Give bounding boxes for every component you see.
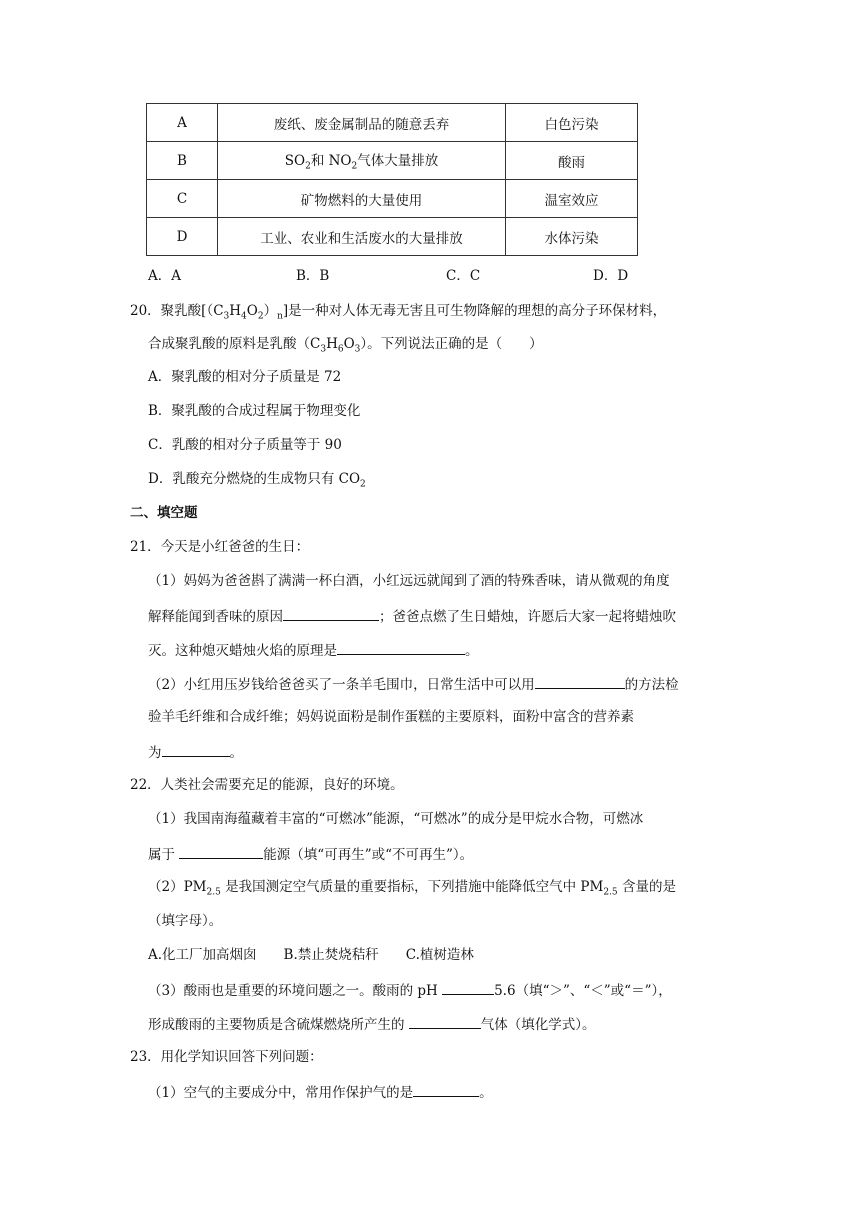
- row-cause: 废纸、废金属制品的随意丢弃: [218, 104, 506, 142]
- answer-blank[interactable]: [535, 673, 625, 689]
- q22-part1-line1: （1）我国南海蕴藏着丰富的“可燃冰”能源，“可燃冰”的成分是甲烷水合物，可燃冰: [148, 811, 644, 827]
- q22-part3-line1: （3）酸雨也是重要的环境问题之一。酸雨的 pH 5.6（填“＞”、“＜”或“＝”），: [148, 979, 672, 1001]
- q22-part3-line2: 形成酸雨的主要物质是含硫煤燃烧所产生的 气体（填化学式）。: [148, 1013, 596, 1035]
- table-row: [147, 142, 638, 180]
- q20-stem-line1: 20．聚乳酸$[(C_3H_4O_2)_n]$是一种对人体无毒无害且可生物降解的理想的高分子环保材料，: [130, 303, 667, 322]
- table-row: [147, 180, 638, 218]
- q21-stem: 21．今天是小红爸爸的生日：: [130, 539, 310, 555]
- row-cause: 矿物燃料的大量使用: [218, 180, 506, 218]
- row-letter: B: [147, 142, 218, 180]
- section-heading: 二、填空题: [130, 505, 198, 521]
- q23-stem: 23．用化学知识回答下列问题：: [130, 1049, 323, 1065]
- q23-part1: （1）空气的主要成分中，常用作保护气的是 。: [148, 1081, 493, 1103]
- row-result: 温室效应: [506, 180, 638, 218]
- row-letter: D: [147, 218, 218, 256]
- answer-blank[interactable]: [442, 979, 494, 995]
- answer-blank[interactable]: [409, 1013, 481, 1029]
- q21-part2-line3: 为 。: [148, 741, 243, 763]
- q22-part2-line2: （填字母）。: [148, 913, 223, 929]
- q22-choices: A.化工厂加高烟囱 B.禁止焚烧秸秆 C.植树造林: [148, 947, 474, 963]
- q20-option-c: C．乳酸的相对分子质量等于 90: [148, 437, 342, 453]
- q22-part2-line1: $(2)PM_{2.5}$ 是我国测定空气质量的重要指标，下列措施中能降低空气中 $PM_{2.5}$ 含量的是: [148, 879, 676, 898]
- q20-option-d: D．乳酸充分燃烧的生成物只有 $CO_2$: [148, 471, 366, 490]
- q19-choice-c: C．C: [446, 268, 481, 284]
- table-row: [147, 218, 638, 256]
- row-cause: 工业、农业和生活废水的大量排放: [218, 218, 506, 256]
- q20-stem-line2: 合成聚乳酸的原料是乳酸$(C_3H_6O_3)$。下列说法正确的是（ ）: [148, 336, 543, 355]
- q21-part1-line2: 解释能闻到香味的原因 ；爸爸点燃了生日蜡烛，许愿后大家一起将蜡烛吹: [148, 605, 676, 627]
- q19-choice-b: B．B: [296, 268, 330, 284]
- q21-part2-line2: 验羊毛纤维和合成纤维；妈妈说面粉是制作蛋糕的主要原料，面粉中富含的营养素: [148, 709, 634, 725]
- q21-part2-line1: （2）小红用压岁钱给爸爸买了一条羊毛围巾，日常生活中可以用 的方法检: [148, 673, 679, 695]
- q19-choice-d: D．D: [593, 268, 629, 284]
- row-letter: C: [147, 180, 218, 218]
- q19-choice-a: A．A: [148, 268, 181, 284]
- answer-table: [146, 103, 638, 256]
- answer-blank[interactable]: [162, 741, 230, 757]
- answer-blank[interactable]: [283, 605, 379, 621]
- q20-option-b: B．聚乳酸的合成过程属于物理变化: [148, 403, 361, 419]
- q22-stem: 22．人类社会需要充足的能源，良好的环境。: [130, 777, 404, 793]
- table-row: [147, 104, 638, 142]
- q22-part1-line2: 属于 能源（填“可再生”或“不可再生”）。: [148, 843, 473, 865]
- q20-option-a: A．聚乳酸的相对分子质量是 72: [148, 369, 342, 385]
- answer-blank[interactable]: [179, 843, 263, 859]
- row-cause: $SO_2$和 $NO_2$气体大量排放: [218, 142, 506, 180]
- q21-part1-line3: 灭。这种熄灭蜡烛火焰的原理是 。: [148, 639, 479, 661]
- row-result: 白色污染: [506, 104, 638, 142]
- row-result: 水体污染: [506, 218, 638, 256]
- row-letter: A: [147, 104, 218, 142]
- answer-blank[interactable]: [413, 1081, 479, 1097]
- row-result: 酸雨: [506, 142, 638, 180]
- q21-part1-line1: （1）妈妈为爸爸斟了满满一杯白酒，小红远远就闻到了酒的特殊香味，请从微观的角度: [148, 573, 670, 589]
- answer-blank[interactable]: [337, 639, 465, 655]
